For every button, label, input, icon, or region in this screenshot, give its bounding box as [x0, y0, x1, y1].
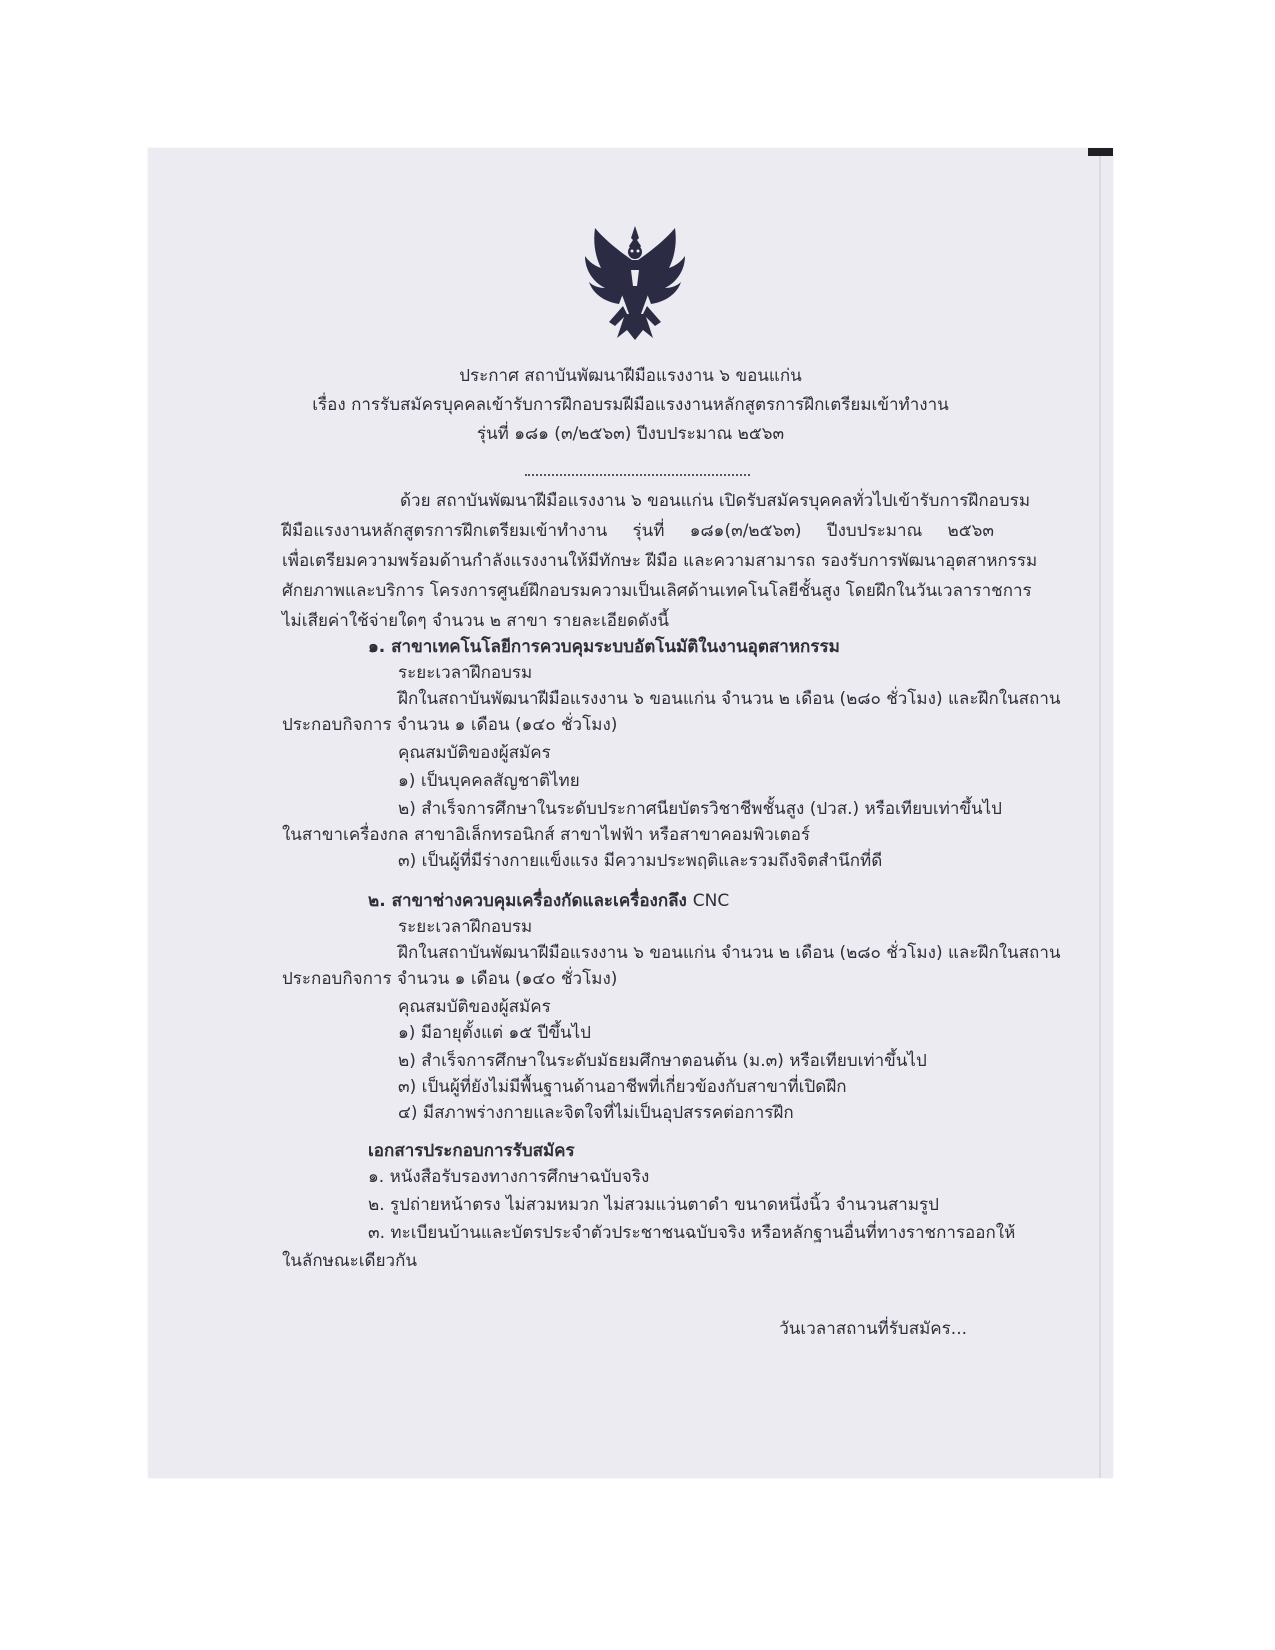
branch1-duration-text: ฝึกในสถาบันพัฒนาฝีมือแรงงาน ๖ ขอนแก่น จำนวน ๒ เดือน (๒๘๐ ชั่วโมง) และฝึกในสถาน [398, 689, 1061, 709]
intro-line: ไม่เสียค่าใช้จ่ายใดๆ จำนวน ๒ สาขา รายละเอียดดังนี้ [282, 611, 669, 631]
branch1-title: ๑. สาขาเทคโนโลยีการควบคุมระบบอัตโนมัติในงานอุตสาหกรรม [368, 637, 840, 657]
branch2-qualification-item: ๑) มีอายุตั้งแต่ ๑๕ ปีขึ้นไป [398, 1023, 591, 1043]
intro-line: เพื่อเตรียมความพร้อมด้านกำลังแรงงานให้มีทักษะ ฝีมือ และความสามารถ รองรับการพัฒนาอุตสาหกรรม [282, 551, 1038, 571]
branch2-duration-text: ประกอบกิจการ จำนวน ๑ เดือน (๑๔๐ ชั่วโมง) [282, 969, 618, 989]
branch1-qualification-label: คุณสมบัติของผู้สมัคร [398, 743, 551, 763]
document-item: ๓. ทะเบียนบ้านและบัตรประจำตัวประชาชนฉบับจริง หรือหลักฐานอื่นที่ทางราชการออกให้ [368, 1223, 1016, 1243]
branch1-qualification-item: ๑) เป็นบุคคลสัญชาติไทย [398, 771, 580, 791]
branch2-qualification-item: ๔) มีสภาพร่างกายและจิตใจที่ไม่เป็นอุปสรรคต่อการฝึก [398, 1103, 794, 1123]
branch2-qualification-label: คุณสมบัติของผู้สมัคร [398, 997, 551, 1017]
announcement-batch: รุ่นที่ ๑๘๑ (๓/๒๕๖๓) ปีงบประมาณ ๒๕๖๓ [476, 424, 785, 444]
continuation-text: วันเวลาสถานที่รับสมัคร... [779, 1319, 967, 1339]
branch2-title [368, 890, 729, 912]
branch2-duration-text: ฝึกในสถาบันพัฒนาฝีมือแรงงาน ๖ ขอนแก่น จำนวน ๒ เดือน (๒๘๐ ชั่วโมง) และฝึกในสถาน [398, 943, 1061, 963]
branch2-qualification-item: ๒) สำเร็จการศึกษาในระดับมัธยมศึกษาตอนต้น (ม.๓) หรือเทียบเท่าขึ้นไป [398, 1051, 927, 1071]
branch2-title-cnc: CNC [692, 891, 730, 911]
scan-edge-mark [1088, 148, 1113, 156]
branch1-qualification-item: ๓) เป็นผู้ที่มีร่างกายแข็งแรง มีความประพฤติและรวมถึงจิตสำนึกที่ดี [398, 851, 883, 871]
intro-line: ฝีมือแรงงานหลักสูตรการฝึกเตรียมเข้าทำงาน รุ่นที่ ๑๘๑(๓/๒๕๖๓) ปีงบประมาณ ๒๕๖๓ [282, 521, 994, 541]
branch2-qualification-item: ๓) เป็นผู้ที่ยังไม่มีพื้นฐานด้านอาชีพที่เกี่ยวข้องกับสาขาที่เปิดฝึก [398, 1077, 847, 1097]
announcement-heading: ประกาศ สถาบันพัฒนาฝีมือแรงงาน ๖ ขอนแก่น [459, 366, 802, 386]
announcement-subject: เรื่อง การรับสมัครบุคคลเข้ารับการฝึกอบรมฝีมือแรงงานหลักสูตรการฝึกเตรียมเข้าทำงาน [312, 395, 949, 415]
branch2-title-text: ๒. สาขาช่างควบคุมเครื่องกัดและเครื่องกลึง [368, 891, 693, 911]
branch1-qualification-item: ๒) สำเร็จการศึกษาในระดับประกาศนียบัตรวิชาชีพชั้นสูง (ปวส.) หรือเทียบเท่าขึ้นไป [398, 799, 1002, 819]
garuda-emblem-icon [565, 222, 705, 342]
scan-edge-line [1099, 156, 1101, 1478]
documents-title: เอกสารประกอบการรับสมัคร [368, 1141, 575, 1161]
branch1-qualification-item: ในสาขาเครื่องกล สาขาอิเล็กทรอนิกส์ สาขาไฟฟ้า หรือสาขาคอมพิวเตอร์ [282, 825, 811, 845]
separator-dots [525, 474, 750, 476]
branch1-duration-label: ระยะเวลาฝึกอบรม [398, 663, 533, 683]
document-item: ๑. หนังสือรับรองทางการศึกษาฉบับจริง [368, 1167, 650, 1187]
branch2-duration-label: ระยะเวลาฝึกอบรม [398, 917, 533, 937]
document-item: ๒. รูปถ่ายหน้าตรง ไม่สวมหมวก ไม่สวมแว่นตาดำ ขนาดหนึ่งนิ้ว จำนวนสามรูป [368, 1195, 939, 1215]
document-item: ในลักษณะเดียวกัน [282, 1251, 418, 1271]
branch1-duration-text: ประกอบกิจการ จำนวน ๑ เดือน (๑๔๐ ชั่วโมง) [282, 715, 618, 735]
intro-line: ศักยภาพและบริการ โครงการศูนย์ฝึกอบรมความเป็นเลิศด้านเทคโนโลยีชั้นสูง โดยฝึกในวันเวลาราชการ [282, 581, 1032, 601]
intro-line: ด้วย สถาบันพัฒนาฝีมือแรงงาน ๖ ขอนแก่น เปิดรับสมัครบุคคลทั่วไปเข้ารับการฝึกอบรม [400, 491, 1031, 511]
